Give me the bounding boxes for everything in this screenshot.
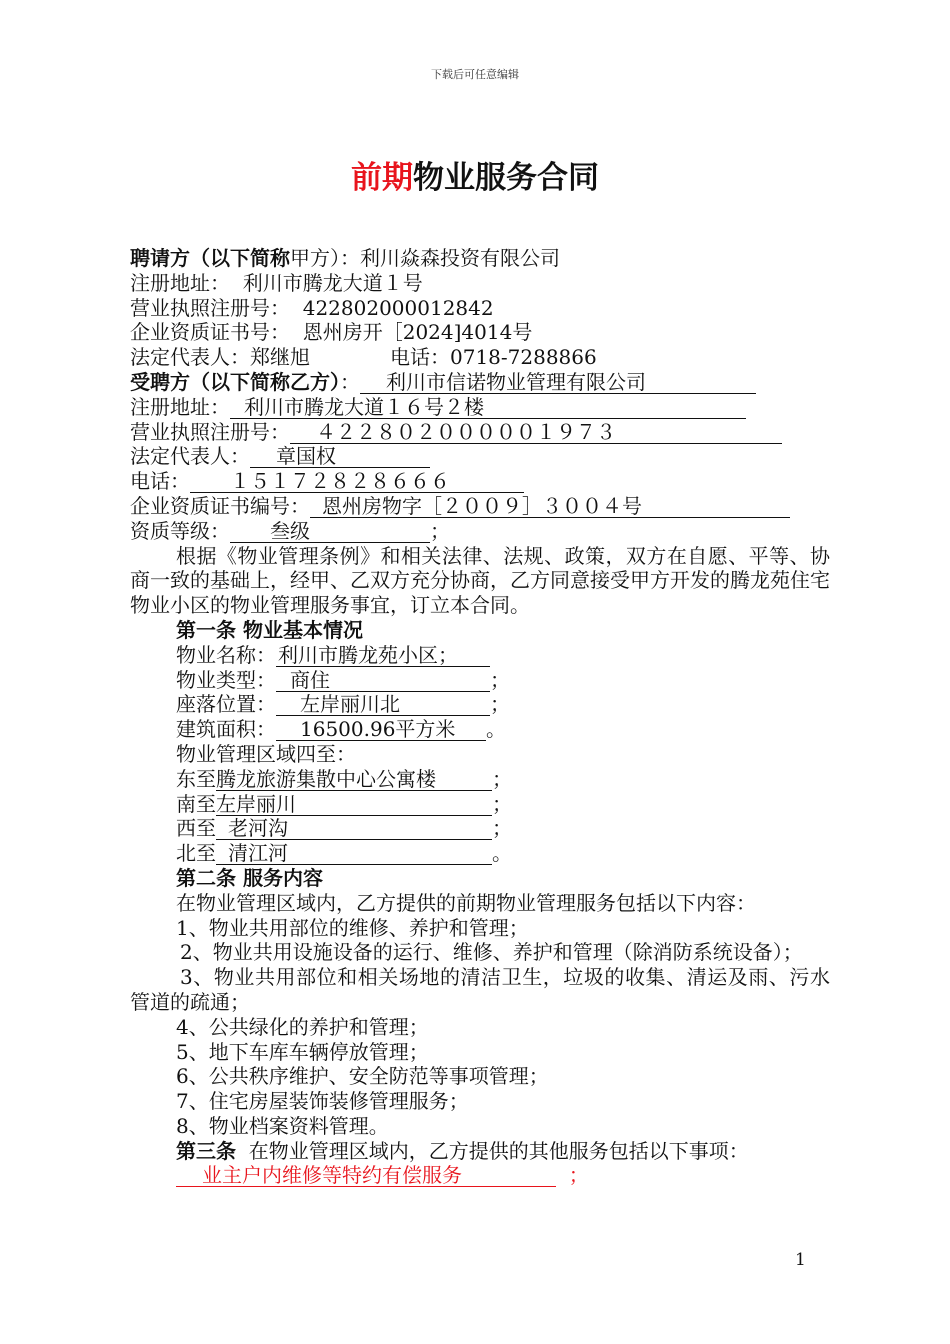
value: 恩州房开［2024]4014号: [302, 320, 533, 345]
bound-east: [130, 767, 830, 792]
party-a-line: [130, 246, 830, 271]
service-item-6: 6、公共秩序维护、安全防范等事项管理；: [176, 1064, 549, 1089]
label: 北至: [176, 841, 216, 866]
party-a-cert: [130, 320, 830, 345]
value: ４２２８０２０００００１９７３: [290, 422, 782, 444]
value: 左岸丽川北: [276, 694, 490, 716]
party-a-rep: [130, 345, 830, 370]
value: 16500.96平方米: [276, 719, 486, 741]
party-b-tel: [130, 469, 830, 494]
label: 建筑面积：: [176, 717, 276, 742]
service-item-7: 7、住宅房屋装饰装修管理服务；: [176, 1089, 469, 1114]
party-b-grade: [130, 519, 830, 544]
party-b-line: [130, 370, 830, 395]
party-a-address: [130, 271, 830, 296]
label: 注册地址：: [130, 270, 230, 295]
article-2-intro: 在物业管理区域内，乙方提供的前期物业管理服务包括以下内容：: [176, 890, 756, 915]
label: 营业执照注册号：: [130, 419, 290, 444]
value: 章国权: [250, 446, 430, 468]
party-a-license: [130, 296, 830, 321]
semicolon: ；: [492, 766, 512, 791]
label: 营业执照注册号：: [130, 295, 290, 320]
value: 利川市腾龙大道１６号２楼: [230, 397, 746, 419]
label: 注册地址：: [130, 394, 230, 419]
value: 0718-7288866: [450, 345, 597, 370]
property-name: [130, 643, 830, 668]
value: 腾龙旅游集散中心公寓楼: [216, 769, 492, 791]
bound-south: [130, 792, 830, 817]
party-b-address: [130, 395, 830, 420]
article-2-heading: 第二条 服务内容: [176, 865, 323, 890]
service-item-8: 8、物业档案资料管理。: [176, 1113, 389, 1138]
property-type: [130, 668, 830, 693]
value: 老河沟: [216, 818, 492, 840]
value: 422802000012842: [302, 295, 494, 320]
party-b-cert: [130, 494, 830, 519]
page-number: 1: [795, 1250, 806, 1270]
party-a-label: 聘请方（以下简称: [130, 246, 290, 270]
page-header: 下载后可任意编辑: [431, 68, 519, 81]
semicolon: ；: [430, 518, 450, 543]
article-3-line: [130, 1139, 830, 1164]
service-item-3: 3、物业共用部位和相关场地的清洁卫生，垃圾的收集、清运及雨、污水管道的疏通；: [130, 965, 830, 1014]
title-red-part: 前期: [351, 160, 413, 196]
service-item-4: 4、公共绿化的养护和管理；: [176, 1014, 429, 1039]
value: 叁级: [230, 521, 430, 543]
label: 电话：: [130, 469, 190, 494]
value: １５１７２８２８６６６: [190, 471, 524, 493]
semicolon: ；: [492, 791, 512, 816]
bound-north: [130, 841, 830, 866]
period: 。: [486, 717, 506, 742]
bound-west: [130, 816, 830, 841]
label: 南至: [176, 791, 216, 816]
article-3-text: 在物业管理区域内，乙方提供的其他服务包括以下事项：: [248, 1138, 749, 1163]
service-item-2: 2、物业共用设施设备的运行、维修、养护和管理（除消防系统设备）；: [180, 940, 803, 965]
label: 物业名称：: [176, 642, 276, 667]
bounds-label: 物业管理区域四至：: [176, 741, 356, 766]
label: 西至: [176, 816, 216, 841]
value: 清江河: [216, 843, 492, 865]
label: 电话：: [390, 345, 450, 370]
property-location: [130, 692, 830, 717]
contract-body: [130, 246, 830, 1188]
service-item-5: 5、地下车库车辆停放管理；: [176, 1039, 429, 1064]
value: 业主户内维修等特约有偿服务: [176, 1165, 556, 1187]
label: 物业类型：: [176, 667, 276, 692]
preamble: 根据《物业管理条例》和相关法律、法规、政策，双方在自愿、平等、协商一致的基础上，经甲、乙双方充分协商，乙方同意接受甲方开发的腾龙苑住宅物业小区的物业管理服务事宜，订立本合同。: [130, 543, 830, 618]
colon: ：: [340, 369, 360, 394]
label: 法定代表人：: [130, 444, 250, 469]
label: 资质等级：: [130, 518, 230, 543]
party-a-label-suffix: 甲方）：: [290, 246, 360, 270]
party-b-label: 受聘方（以下简称乙方）: [130, 369, 340, 394]
label: 法定代表人：: [130, 345, 250, 370]
period: 。: [492, 841, 512, 866]
value: 恩州房物字［２００９］３００４号: [310, 496, 790, 518]
document-title: [0, 152, 950, 197]
article-1-heading: 第一条 物业基本情况: [176, 617, 363, 642]
title-rest: 物业服务合同: [413, 160, 599, 196]
value: 左岸丽川: [216, 794, 492, 816]
article-3-heading: 第三条: [176, 1138, 236, 1163]
party-b-rep: [130, 444, 830, 469]
semicolon: ；: [568, 1163, 589, 1188]
value: 利川市腾龙大道１号: [242, 270, 423, 295]
value: 利川市腾龙苑小区；: [276, 645, 490, 667]
label: 座落位置：: [176, 692, 276, 717]
value: 郑继旭: [250, 345, 310, 370]
party-b-name: 利川市信诺物业管理有限公司: [360, 372, 756, 394]
service-item-1: 1、物业共用部位的维修、养护和管理；: [176, 915, 529, 940]
semicolon: ；: [490, 692, 510, 717]
article-3-item: [130, 1163, 830, 1188]
label: 东至: [176, 766, 216, 791]
value: 商住: [276, 670, 490, 692]
property-area: [130, 717, 830, 742]
semicolon: ；: [490, 667, 510, 692]
semicolon: ；: [492, 816, 512, 841]
label: 企业资质证书号：: [130, 320, 290, 345]
party-b-license: [130, 420, 830, 445]
label: 企业资质证书编号：: [130, 493, 310, 518]
party-a-name: 利川焱森投资有限公司: [360, 246, 560, 270]
